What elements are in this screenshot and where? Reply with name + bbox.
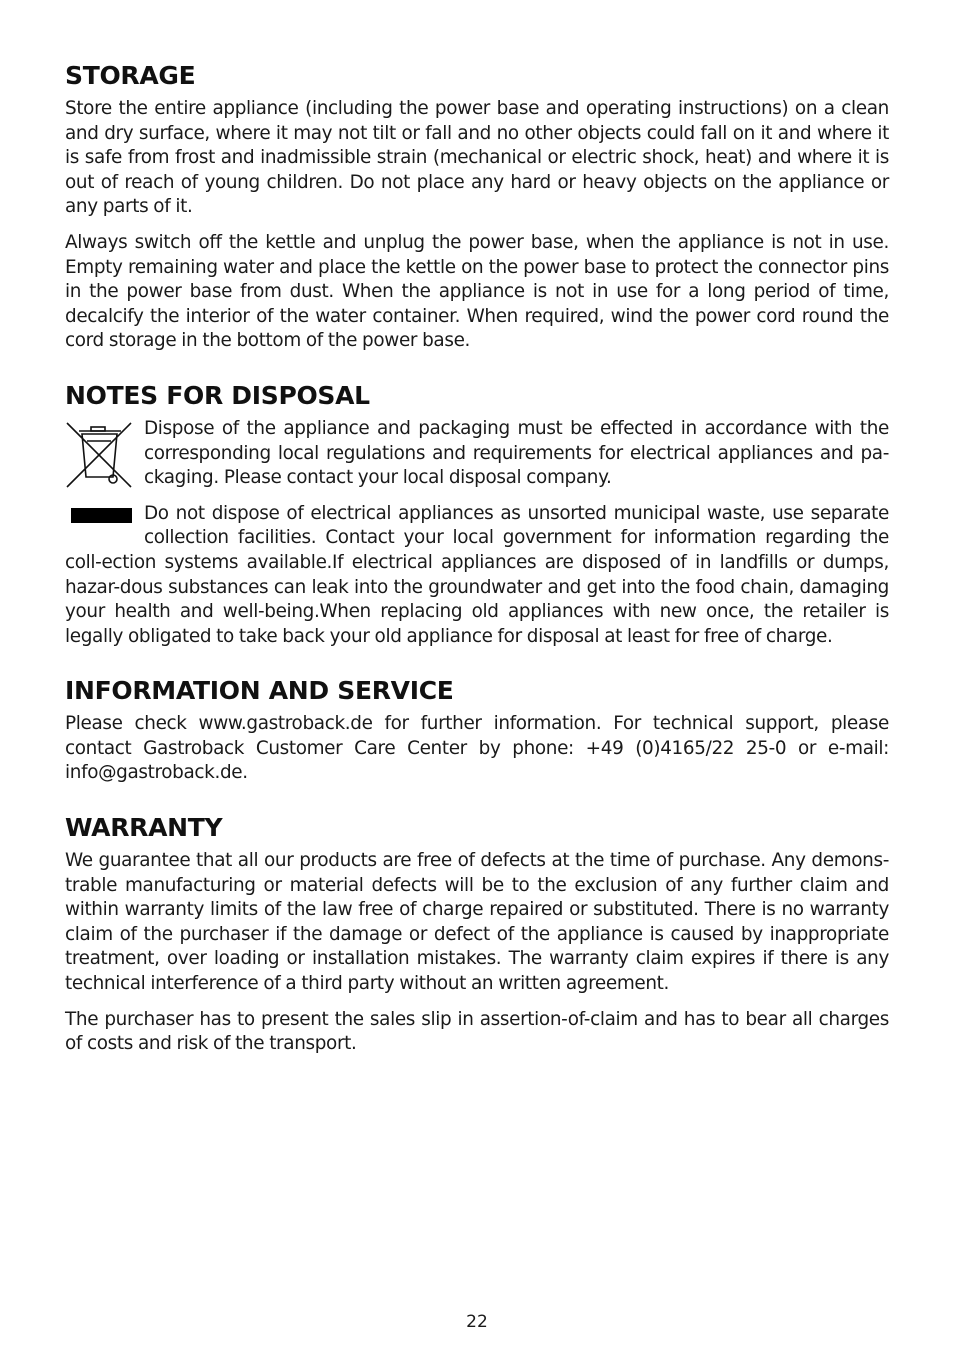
warranty-section [65, 812, 889, 1057]
storage-section [65, 60, 889, 354]
disposal-heading: NOTES FOR DISPOSAL [65, 380, 370, 410]
crossed-out-wheelie-bin-icon [65, 419, 133, 489]
page-number: 22 [466, 1312, 488, 1332]
document-page [65, 60, 889, 1083]
disposal-section [65, 380, 889, 649]
storage-heading: STORAGE [65, 61, 196, 90]
information-paragraph: Please check www.gastroback.de for further information. For technical support, please contact Gastroback Customer Care Center by phone: +49 (0)4165/22 25-0 or e-mail: info@gastroback.de. [65, 713, 889, 784]
information-section [65, 675, 889, 786]
warranty-heading: WARRANTY [65, 813, 223, 843]
information-heading: INFORMATION AND SERVICE [65, 676, 454, 706]
storage-paragraph-1: Store the entire appliance (including the power base and operating instructions) on a clean and dry surface, where it may not tilt or fall and no other objects could fall on it and where it is safe from frost and inadmissible strain (mechanical or electric shock, heat) and where it is out of reach of young children. Do not place any hard or heavy objects on the appliance or any parts of it. [65, 98, 889, 218]
warranty-paragraph-2: The purchaser has to present the sales slip in assertion-of-claim and has to bear all charges of costs and risk of the transport. [65, 1008, 889, 1055]
disposal-paragraph-2: Do not dispose of electrical appliances as unsorted municipal waste, use separate collection facilities. Contact your local government for information regarding the coll-ection systems available.If electrical appliances are disposed of in landfills or dumps, hazar-dous substances can leak into the groundwater and get into the food chain, damaging your health and well-being.When replacing old appliances with new once, the retailer is legally obligated to take back your old appliance for disposal at least for free of charge. [65, 502, 889, 647]
disposal-paragraph-1: Dispose of the appliance and packaging must be effected in accordance with the corresponding local regulations and requirements for electrical appliances and pa-ckaging. Please contact your local disposal company. [144, 417, 889, 489]
warranty-paragraph-1: We guarantee that all our products are free of defects at the time of purchase. Any demons-trable manufacturing or material defects will be to the exclusion of any further claim and within warranty limits of the law free of charge repaired or substituted. There is no warranty claim of the purchaser if the damage or defect of the appliance is caused by inappropriate treatment, over loading or installation mistakes. The warranty claim expires if there is any technical interference of a third party without an written agreement. [65, 850, 889, 995]
weee-black-bar [71, 508, 132, 523]
storage-paragraph-2: Always switch off the kettle and unplug the power base, when the appliance is not in use. Empty remaining water and place the kettle on the power base to protect the connector pins in the power base from dust. When the appliance is not in use for a long period of time, decalcify the interior of the water container. When required, wind the power cord round the cord storage in the bottom of the power base. [65, 231, 889, 352]
disposal-content [65, 417, 889, 649]
